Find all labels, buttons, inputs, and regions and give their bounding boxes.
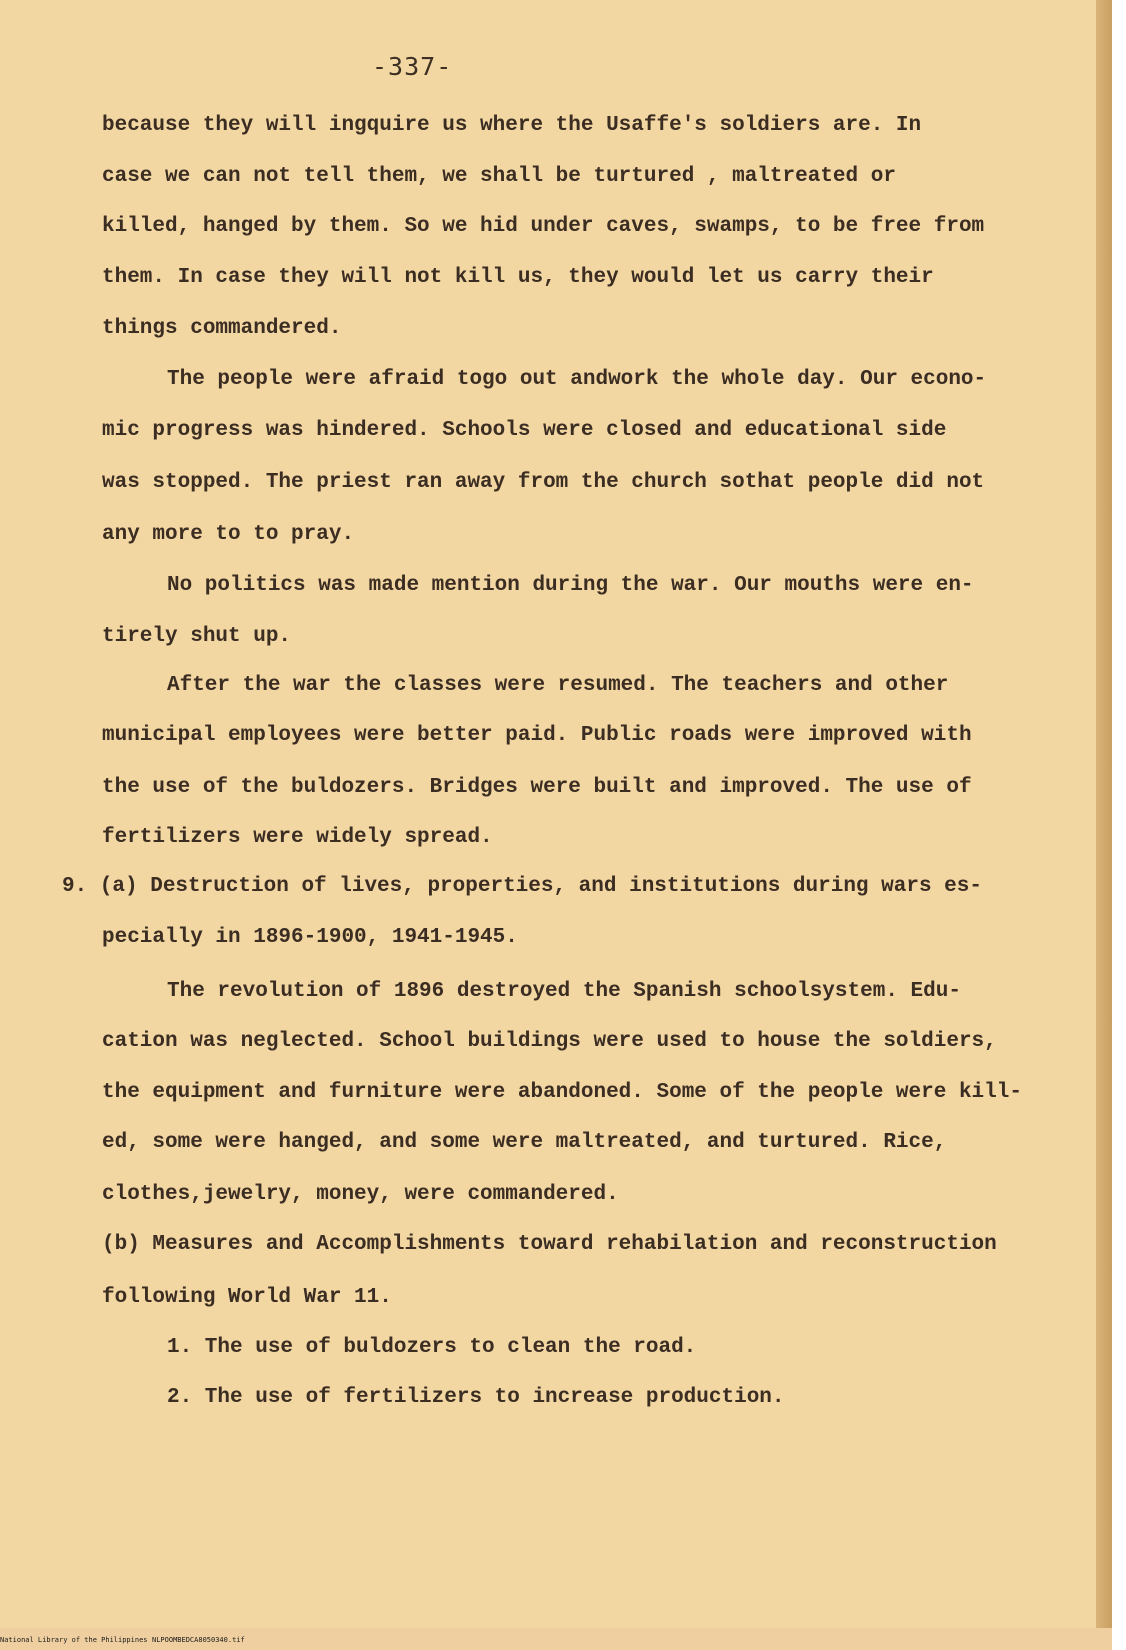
scan-filename: NLPOOMBEDCA8050340.tif xyxy=(152,1636,245,1644)
text-line: mic progress was hindered. Schools were closed and educational side xyxy=(102,419,947,442)
numbered-section-heading: 9. (a) Destruction of lives, properties, and institutions during wars es- xyxy=(62,875,982,898)
text-line: municipal employees were better paid. Public roads were improved with xyxy=(102,724,972,747)
page-edge-shadow xyxy=(1096,0,1112,1650)
text-line: the equipment and furniture were abandoned. Some of the people were kill- xyxy=(102,1081,1022,1104)
text-line: cation was neglected. School buildings were used to house the soldiers, xyxy=(102,1030,997,1053)
paragraph-start-line: No politics was made mention during the war. Our mouths were en- xyxy=(167,574,974,597)
paragraph-start-line: The revolution of 1896 destroyed the Spanish schoolsystem. Edu- xyxy=(167,980,961,1003)
paragraph-start-line: The people were afraid togo out andwork the whole day. Our econo- xyxy=(167,368,987,391)
text-line: clothes,jewelry, money, were commandered. xyxy=(102,1183,619,1206)
text-line: following World War 11. xyxy=(102,1286,392,1309)
text-line: tirely shut up. xyxy=(102,625,292,648)
page-number: -337- xyxy=(372,52,453,81)
paragraph-start-line: After the war the classes were resumed. The teachers and other xyxy=(167,674,949,697)
text-line: any more to to pray. xyxy=(102,523,355,546)
text-line: things commandered. xyxy=(102,317,342,340)
text-line: ed, some were hanged, and some were maltreated, and turtured. Rice, xyxy=(102,1131,947,1154)
text-line: fertilizers were widely spread. xyxy=(102,826,493,849)
archive-credit: National Library of the Philippines xyxy=(0,1636,148,1644)
text-line: was stopped. The priest ran away from the church sothat people did not xyxy=(102,471,985,494)
text-line: killed, hanged by them. So we hid under caves, swamps, to be free from xyxy=(102,215,985,238)
text-line: pecially in 1896-1900, 1941-1945. xyxy=(102,926,518,949)
text-line: because they will ingquire us where the Usaffe's soldiers are. In xyxy=(102,114,922,137)
list-item: 2. The use of fertilizers to increase production. xyxy=(167,1386,785,1409)
text-line: the use of the buldozers. Bridges were built and improved. The use of xyxy=(102,776,972,799)
text-line: them. In case they will not kill us, they would let us carry their xyxy=(102,266,934,289)
subsection-heading: (b) Measures and Accomplishments toward rehabilation and reconstruction xyxy=(102,1233,997,1256)
list-item: 1. The use of buldozers to clean the road. xyxy=(167,1336,697,1359)
text-line: case we can not tell them, we shall be turtured , maltreated or xyxy=(102,165,896,188)
